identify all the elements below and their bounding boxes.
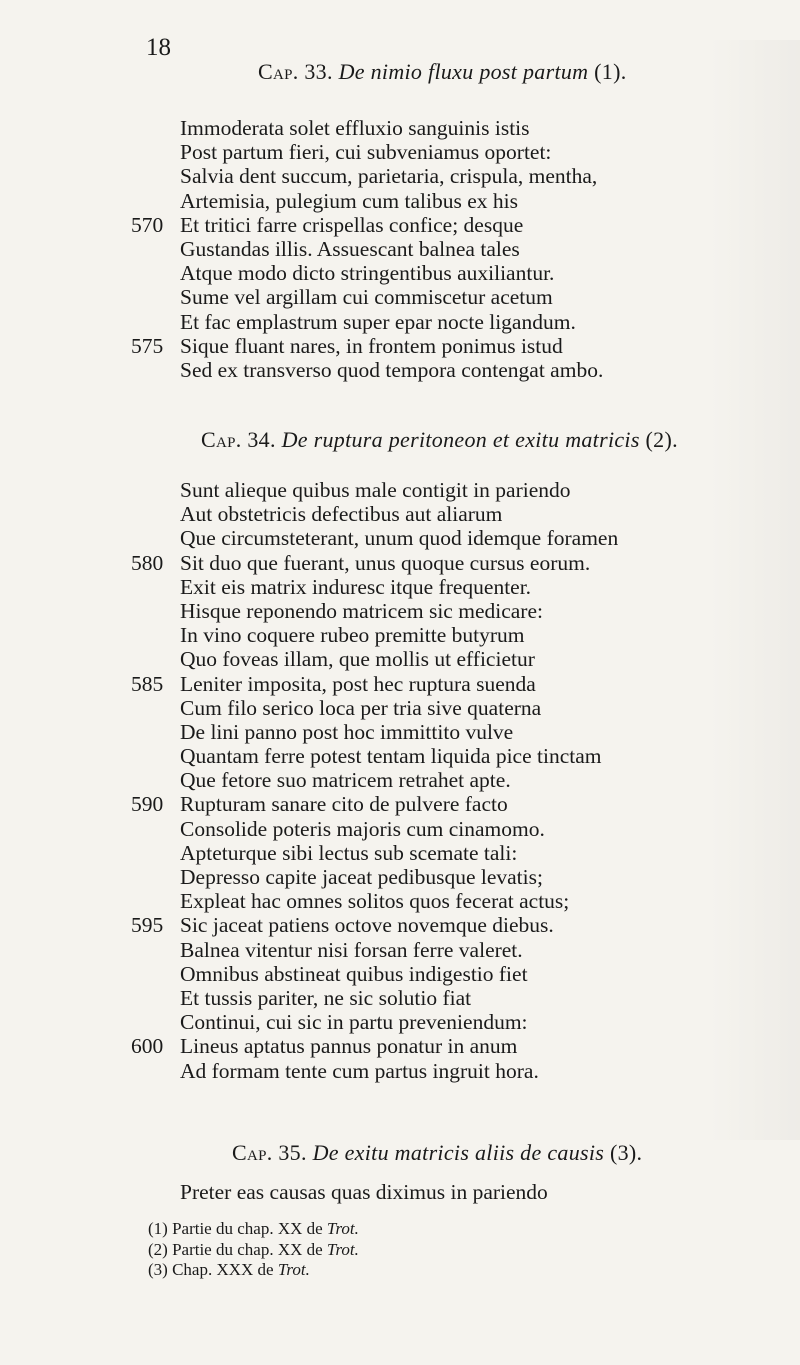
verse-text: Et fac emplastrum super epar nocte ligandum.: [180, 309, 576, 334]
line-number: 585: [131, 671, 164, 696]
chapter-title: De ruptura peritoneon et exitu matricis: [281, 427, 640, 452]
footnotes: [148, 1219, 359, 1281]
chapter-heading-35: [232, 1140, 642, 1166]
verse-text: Depresso capite jaceat pedibusque levatis;: [180, 865, 543, 889]
verse-line: [0, 1010, 800, 1034]
page-number: 18: [146, 34, 171, 61]
line-number: 575: [131, 333, 164, 358]
chapter-note: (3).: [609, 1140, 643, 1165]
chapter-note: (1).: [594, 59, 627, 84]
verse-text: Quantam ferre potest tentam liquida pice tinctam: [180, 744, 602, 769]
verse-text: Rupturam sanare cito de pulvere facto: [180, 792, 508, 817]
verse-text: Balnea vitentur nisi forsan ferre valeret.: [180, 937, 523, 962]
verse-line: [0, 889, 800, 913]
verse-block-1: [0, 116, 800, 382]
line-number: 580: [131, 550, 164, 575]
verse-line: [0, 261, 800, 285]
verse-text: Immoderata solet effluxio sanguinis istis: [180, 116, 530, 140]
verse-line: [0, 478, 800, 502]
verse-line: [0, 744, 800, 768]
verse-text: Salvia dent succum, parietaria, crispula, mentha,: [180, 164, 598, 189]
verse-line: [0, 116, 800, 140]
verse-line: [0, 164, 800, 188]
verse-text: Continui, cui sic in partu preveniendum:: [180, 1010, 528, 1035]
verse-text: Cum filo serico loca per tria sive quaterna: [180, 695, 542, 720]
verse-text: Omnibus abstineat quibus indigestio fiet: [180, 961, 528, 986]
verse-text: Apteturque sibi lectus sub scemate tali:: [180, 840, 518, 865]
verse-block-2: [0, 478, 800, 1083]
verse-text: Hisque reponendo matricem sic medicare:: [180, 598, 543, 623]
verse-line: [0, 841, 800, 865]
chapter-title: De nimio fluxu post partum: [338, 59, 589, 84]
verse-text: Aut obstetricis defectibus aut aliarum: [180, 502, 503, 527]
verse-line: [0, 623, 800, 647]
verse-text: In vino coquere rubeo premitte butyrum: [180, 623, 525, 648]
verse-text: Sed ex transverso quod tempora contengat ambo.: [180, 357, 604, 382]
chapter-label: Cap. 34.: [201, 427, 276, 452]
verse-line: [0, 913, 800, 937]
verse-line: [0, 575, 800, 599]
verse-line: [0, 310, 800, 334]
verse-text: Artemisia, pulegium cum talibus ex his: [180, 188, 518, 213]
verse-line: [0, 502, 800, 526]
verse-line: [0, 1059, 800, 1083]
verse-line: [0, 551, 800, 575]
verse-line: [0, 237, 800, 261]
verse-text: Sunt alieque quibus male contigit in pariendo: [180, 478, 571, 502]
verse-block-3: [0, 1180, 800, 1204]
verse-line: [0, 647, 800, 671]
verse-text: Ad formam tente cum partus ingruit hora.: [180, 1058, 539, 1083]
verse-line: [0, 140, 800, 164]
verse-text: Sic jaceat patiens octove novemque diebus.: [180, 913, 554, 938]
verse-line: [0, 792, 800, 816]
verse-line: [0, 526, 800, 550]
verse-text: Expleat hac omnes solitos quos fecerat actus;: [180, 889, 570, 914]
verse-line: [0, 213, 800, 237]
verse-text: Post partum fieri, cui subveniamus oportet:: [180, 140, 552, 165]
footnote: (3) Chap. XXX de Trot.: [148, 1260, 310, 1279]
verse-text: Sume vel argillam cui commiscetur acetum: [180, 285, 553, 310]
verse-text: Que circumsteterant, unum quod idemque foramen: [180, 526, 619, 551]
verse-text: Preter eas causas quas diximus in pariendo: [180, 1180, 548, 1204]
verse-text: Exit eis matrix induresc itque frequenter.: [180, 574, 532, 599]
footnote: (1) Partie du chap. XX de Trot.: [148, 1219, 359, 1238]
verse-line: [0, 865, 800, 889]
verse-text: Quo foveas illam, que mollis ut efficietur: [180, 647, 535, 672]
chapter-heading-33: [258, 59, 627, 85]
verse-line: [0, 696, 800, 720]
verse-line: [0, 986, 800, 1010]
verse-line: [0, 1034, 800, 1058]
verse-line: [0, 285, 800, 309]
verse-line: [0, 189, 800, 213]
chapter-note: (2).: [645, 427, 678, 452]
verse-text: De lini panno post hoc immittito vulve: [180, 719, 514, 744]
line-number: 570: [131, 212, 164, 237]
chapter-title: De exitu matricis aliis de causis: [312, 1140, 605, 1165]
verse-text: Sique fluant nares, in frontem ponimus istud: [180, 333, 563, 358]
line-number: 600: [131, 1034, 164, 1059]
footnote: (2) Partie du chap. XX de Trot.: [148, 1239, 359, 1259]
verse-line: [0, 599, 800, 623]
verse-line: [0, 768, 800, 792]
chapter-label: Cap. 35.: [232, 1140, 307, 1165]
verse-line: [0, 1180, 800, 1204]
verse-text: Que fetore suo matricem retrahet apte.: [180, 768, 511, 793]
verse-line: [0, 672, 800, 696]
verse-text: Lineus aptatus pannus ponatur in anum: [180, 1034, 518, 1059]
line-number: 595: [131, 913, 164, 938]
chapter-heading-34: [201, 427, 678, 453]
verse-text: Et tritici farre crispellas confice; desque: [180, 212, 524, 237]
verse-text: Consolide poteris majoris cum cinamomo.: [180, 816, 545, 841]
verse-text: Et tussis pariter, ne sic solutio fiat: [180, 985, 472, 1010]
line-number: 590: [131, 792, 164, 817]
verse-text: Leniter imposita, post hec ruptura suenda: [180, 671, 536, 696]
verse-text: Sit duo que fuerant, unus quoque cursus eorum.: [180, 550, 591, 575]
verse-line: [0, 720, 800, 744]
verse-line: [0, 938, 800, 962]
verse-text: Gustandas illis. Assuescant balnea tales: [180, 236, 520, 261]
verse-line: [0, 358, 800, 382]
chapter-label: Cap. 33.: [258, 59, 333, 84]
verse-line: [0, 962, 800, 986]
verse-line: [0, 817, 800, 841]
verse-line: [0, 334, 800, 358]
verse-text: Atque modo dicto stringentibus auxiliantur.: [180, 261, 555, 286]
